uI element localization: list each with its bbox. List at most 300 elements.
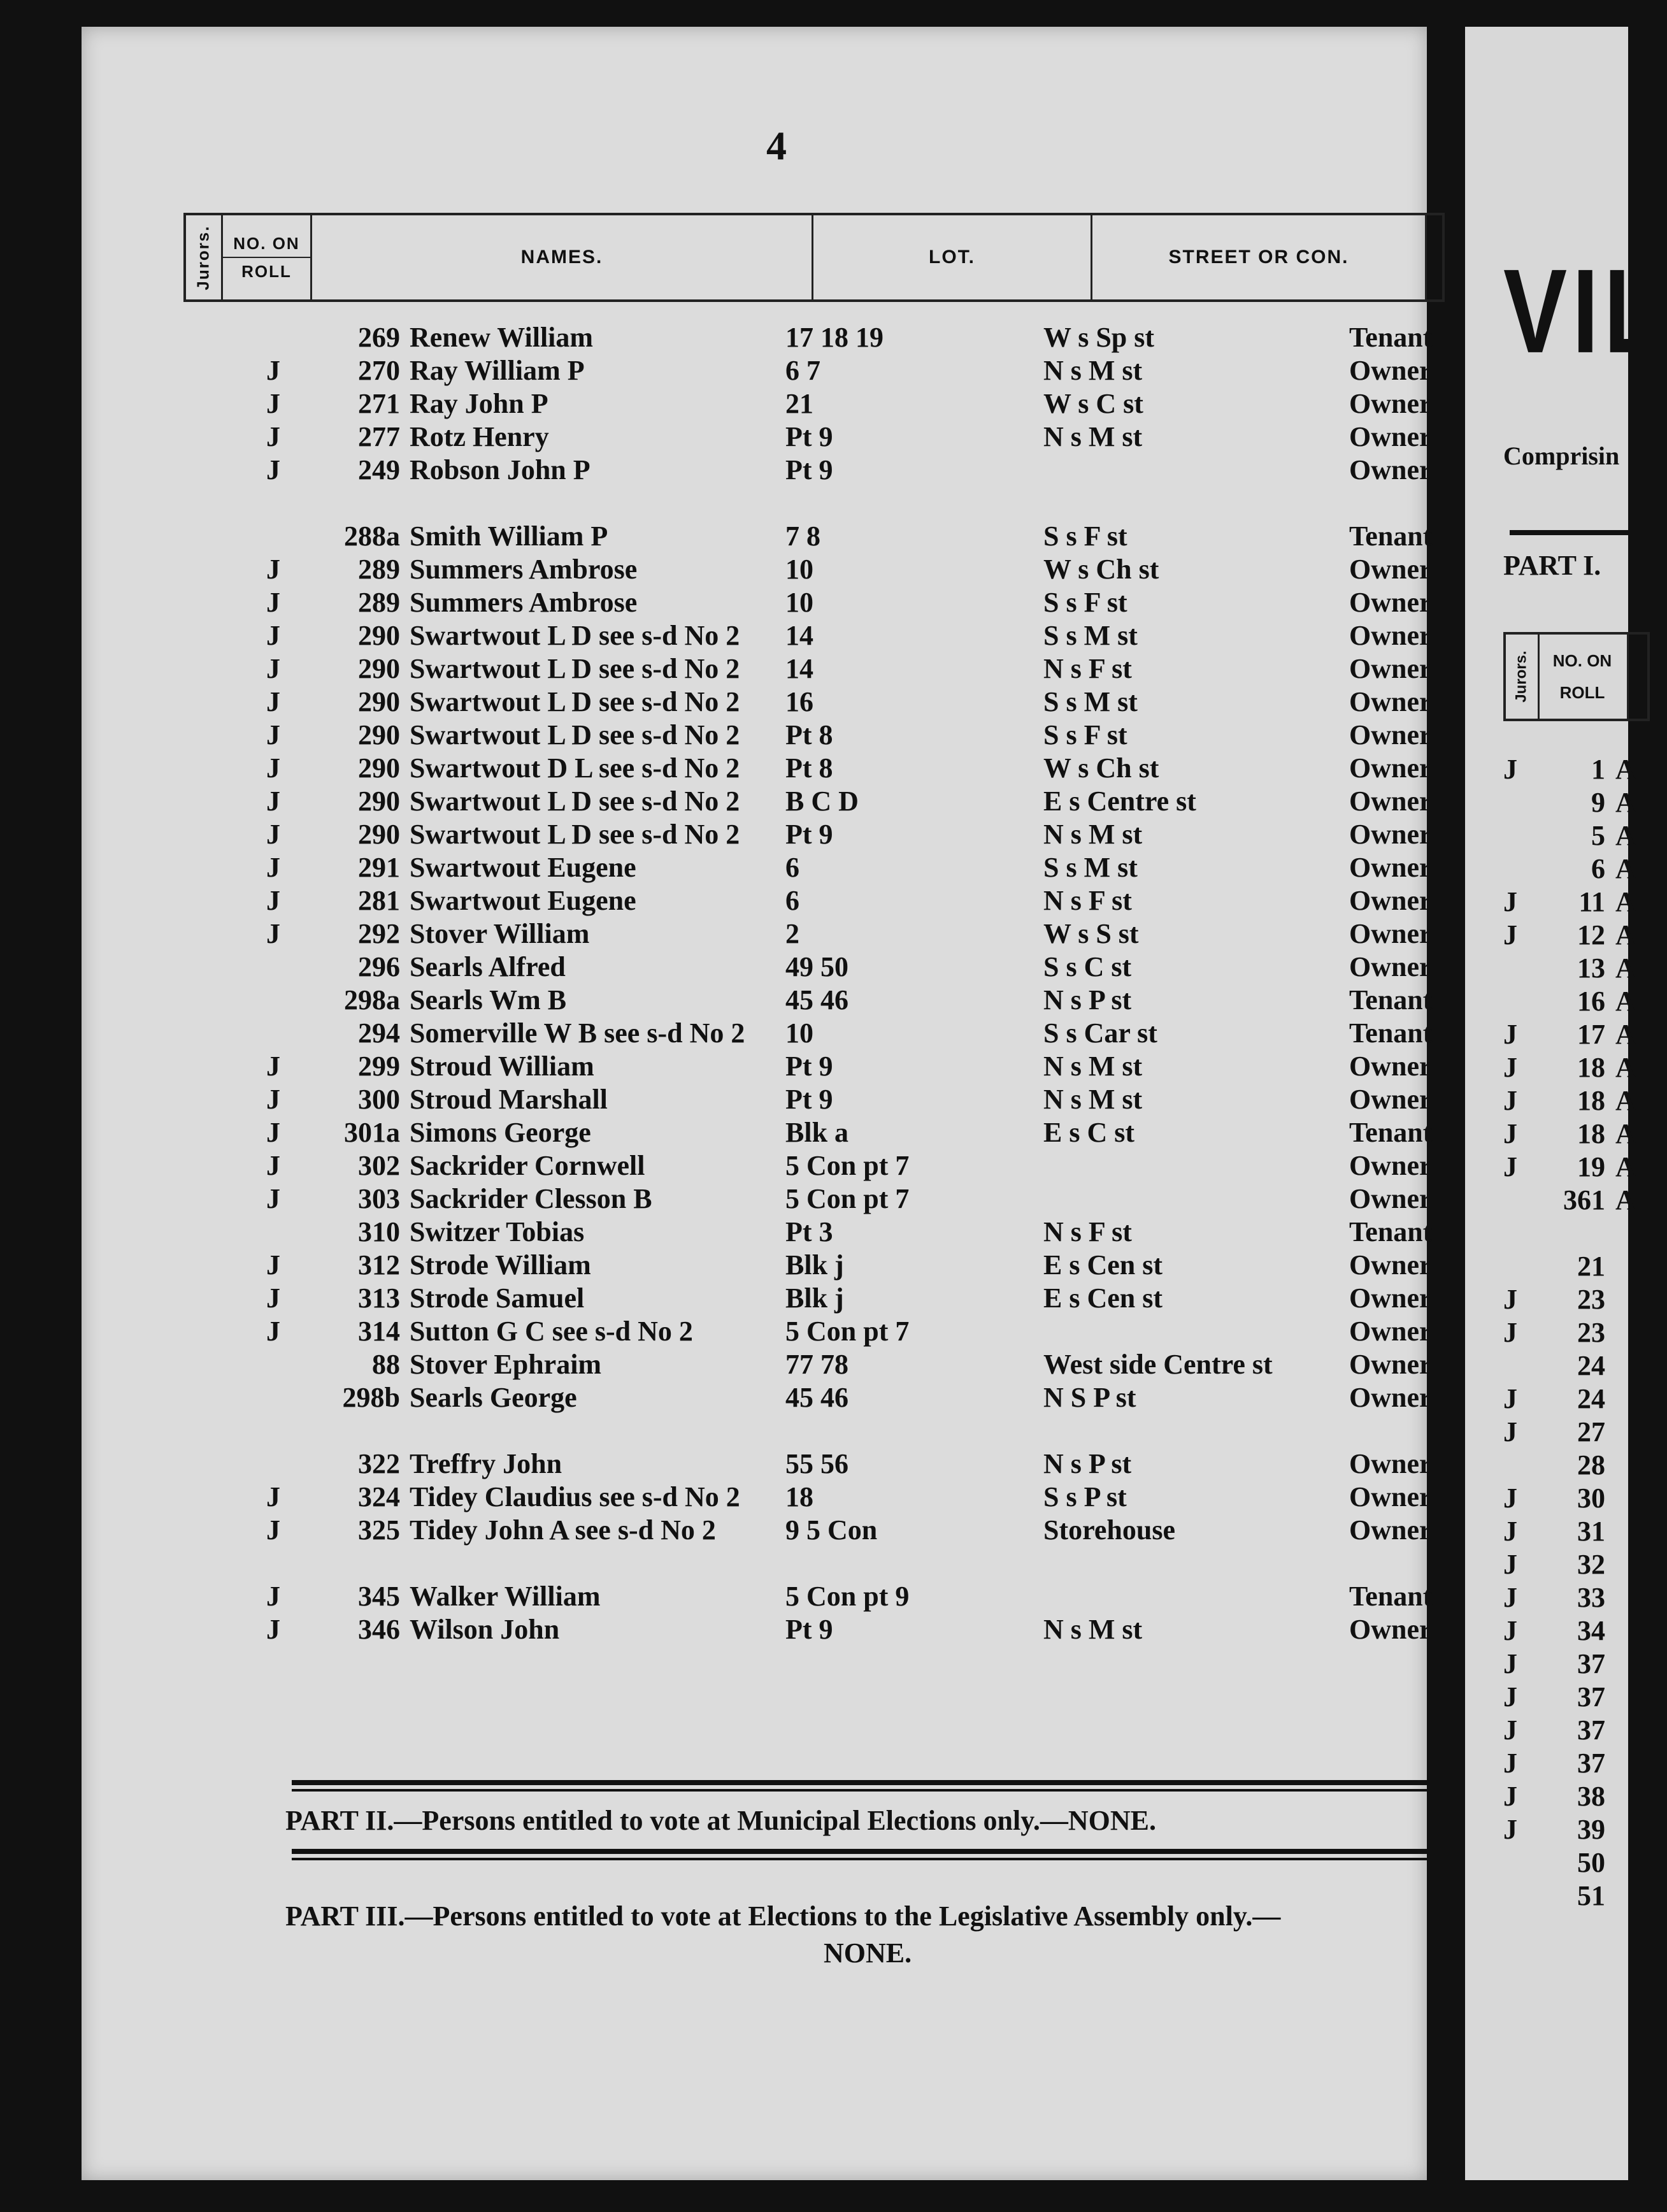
lot-value: 6 [785,885,799,916]
roll-number: 298b [342,1382,400,1413]
juror-mark: J [1503,1549,1517,1580]
roll-number: 291 [358,852,400,883]
name-fragment: A [1615,1184,1636,1216]
status-value: Owner [1349,1282,1432,1314]
name-fragment: A [1615,886,1636,917]
voter-name: Ray William P [410,355,585,386]
status-value: Owner [1349,719,1432,750]
roll-number: 18 [1577,1085,1605,1116]
street-value: W s C st [1043,388,1143,419]
lot-value: 45 46 [785,1382,848,1413]
juror-mark: J [266,1249,280,1281]
street-value: N S P st [1043,1382,1136,1413]
right-table-header [1503,632,1650,721]
lot-value: 2 [785,918,799,949]
juror-mark: J [1503,754,1517,785]
roll-number: 30 [1577,1483,1605,1514]
right-table-row [1503,1117,1636,1151]
juror-mark: J [266,885,280,916]
juror-mark: J [1503,1383,1517,1414]
voter-name: Swartwout L D see s-d No 2 [410,786,740,817]
table-row [183,652,1445,686]
lot-value: 5 Con pt 7 [785,1183,910,1214]
right-table-row [1503,985,1636,1018]
roll-number: 271 [358,388,400,419]
voter-list [183,321,1445,1646]
roll-number: 27 [1577,1416,1605,1447]
roll-number: 322 [358,1448,400,1479]
right-table-row [1503,952,1636,985]
roll-number: 325 [358,1514,400,1546]
right-table-row [1503,1879,1631,1913]
lot-value: Pt 9 [785,1051,833,1082]
comprising-text: Comprisin [1503,442,1620,470]
right-table-row [1503,1780,1631,1813]
lot-value: B C D [785,786,859,817]
table-row [183,387,1445,420]
roll-number: 19 [1577,1151,1605,1182]
lot-value: 5 Con pt 7 [785,1150,910,1181]
street-value: S s M st [1043,686,1138,717]
status-value: Owner [1349,951,1432,982]
juror-mark: J [266,852,280,883]
juror-mark: J [266,388,280,419]
name-fragment: A [1615,1151,1636,1182]
roll-number: 24 [1577,1350,1605,1381]
roll-number: 303 [358,1183,400,1214]
right-table-row [1503,1283,1631,1316]
right-table-row [1503,1217,1631,1250]
voter-name: Swartwout L D see s-d No 2 [410,719,740,750]
row-spacer [183,1414,1445,1447]
street-value: S s M st [1043,852,1138,883]
divider [1510,530,1637,535]
voter-name: Strode William [410,1249,591,1281]
street-value: S s F st [1043,719,1127,750]
lot-value: 17 18 19 [785,322,884,353]
voter-name: Smith William P [410,521,608,552]
roll-number: 290 [358,719,400,750]
name-fragment: A [1615,986,1636,1017]
right-table-row [1503,852,1636,886]
table-row [183,454,1445,487]
roll-number: 290 [358,620,400,651]
roll-number: 38 [1577,1781,1605,1812]
status-value: Owner [1349,852,1432,883]
part-three: PART III.—Persons entitled to vote at Elections to the Legislative Assembly only.— [285,1900,1281,1932]
juror-mark: J [1503,1317,1517,1348]
voter-name: Walker William [410,1581,601,1612]
table-row [183,1017,1445,1050]
juror-mark: J [1503,1681,1517,1713]
lot-value: 6 [785,852,799,883]
table-row [183,984,1445,1017]
street-value: N s M st [1043,421,1143,452]
juror-mark: J [266,1481,280,1512]
roll-number: 289 [358,587,400,618]
lot-value: 10 [785,554,813,585]
juror-mark: J [1503,1714,1517,1746]
status-value: Owner [1349,1150,1432,1181]
roll-number: 281 [358,885,400,916]
status-value: Owner [1349,819,1432,850]
roll-number: 18 [1577,1118,1605,1149]
header-lot: LOT. [813,215,1092,299]
juror-mark: J [266,1150,280,1181]
street-value: W s Ch st [1043,752,1159,784]
status-value: Owner [1349,454,1432,485]
juror-mark: J [1503,1516,1517,1547]
name-fragment: A [1615,1019,1636,1050]
roll-number: 5 [1591,820,1605,851]
street-value: N s M st [1043,819,1143,850]
status-value: Owner [1349,388,1432,419]
name-fragment: A [1615,754,1636,785]
street-value: S s Car st [1043,1017,1157,1049]
roll-number: 13 [1577,952,1605,984]
juror-mark: J [1503,1118,1517,1149]
juror-mark: J [1503,1019,1517,1050]
page-number: 4 [766,123,787,168]
table-row [183,1249,1445,1282]
part-two: PART II.—Persons entitled to vote at Municipal Elections only.—NONE. [285,1805,1156,1836]
table-row [183,719,1445,752]
juror-mark: J [266,587,280,618]
right-page [1465,27,1667,2180]
lot-value: 14 [785,620,813,651]
roll-number: 37 [1577,1714,1605,1746]
roll-number: 324 [358,1481,400,1512]
roll-number: 300 [358,1084,400,1115]
right-table-row [1503,1184,1636,1217]
row-spacer [183,1547,1445,1580]
header-street: STREET OR CON. [1092,215,1427,299]
roll-number: 51 [1577,1880,1605,1911]
lot-value: Blk j [785,1249,844,1281]
status-value: Tenant [1349,1216,1433,1247]
juror-mark: J [266,1051,280,1082]
voter-name: Swartwout L D see s-d No 2 [410,653,740,684]
street-value: E s Cen st [1043,1249,1163,1281]
roll-number: 269 [358,322,400,353]
right-table-row [1503,1051,1636,1084]
status-value: Owner [1349,1183,1432,1214]
juror-mark: J [1503,1814,1517,1845]
roll-number: 302 [358,1150,400,1181]
lot-value: 49 50 [785,951,848,982]
voter-name: Swartwout L D see s-d No 2 [410,620,740,651]
table-row [183,553,1445,586]
table-row [183,1348,1445,1381]
roll-number: 249 [358,454,400,485]
juror-mark: J [1503,1748,1517,1779]
right-table-row [1503,1316,1631,1349]
lot-value: 5 Con pt 9 [785,1581,910,1612]
roll-number: 292 [358,918,400,949]
roll-number: 294 [358,1017,400,1049]
street-value: W s S st [1043,918,1139,949]
name-fragment: A [1615,820,1636,851]
part-one: PART I. [1503,550,1601,581]
name-fragment: A [1615,1085,1636,1116]
header-names: NAMES. [312,215,813,299]
table-row [183,818,1445,851]
juror-mark: J [1503,1284,1517,1315]
roll-number: 23 [1577,1317,1605,1348]
table-row [183,752,1445,785]
roll-number: 11 [1578,886,1605,917]
street-value: N s F st [1043,653,1132,684]
juror-mark: J [1503,1416,1517,1447]
voter-name: Summers Ambrose [410,587,638,618]
row-spacer [183,487,1445,520]
right-table-row [1503,1482,1631,1515]
name-fragment: A [1615,952,1636,984]
juror-mark: J [1503,1648,1517,1679]
lot-value: 6 7 [785,355,820,386]
lot-value: 16 [785,686,813,717]
voter-name: Stover Ephraim [410,1349,602,1380]
roll-number: 290 [358,653,400,684]
table-row [183,1381,1445,1414]
lot-value: Pt 9 [785,819,833,850]
roll-number: 34 [1577,1615,1605,1646]
roll-number: 37 [1577,1681,1605,1713]
status-value: Owner [1349,1481,1432,1512]
voter-name: Renew William [410,322,594,353]
right-table-row [1503,1581,1631,1614]
voter-name: Simons George [410,1117,591,1148]
roll-number: 314 [358,1316,400,1347]
roll-number: 28 [1577,1449,1605,1481]
status-value: Owner [1349,1084,1432,1115]
voter-name: Stroud Marshall [410,1084,608,1115]
voter-name: Ray John P [410,388,548,419]
juror-mark: J [266,355,280,386]
street-value: N s P st [1043,1448,1132,1479]
right-table-row [1503,1416,1631,1449]
table-row [183,1514,1445,1547]
lot-value: Pt 9 [785,454,833,485]
roll-number: 290 [358,686,400,717]
juror-mark: J [266,554,280,585]
name-fragment: A [1615,1052,1636,1083]
header-jurors: Jurors. [186,215,223,299]
right-table-row [1503,1084,1636,1117]
street-value: E s Cen st [1043,1282,1163,1314]
voter-name: Tidey Claudius see s-d No 2 [410,1481,740,1512]
roll-number: 6 [1591,853,1605,884]
roll-number: 289 [358,554,400,585]
name-fragment: A [1615,853,1636,884]
lot-value: 14 [785,653,813,684]
status-value: Owner [1349,786,1432,817]
divider [292,1789,1470,1792]
voter-name: Swartwout L D see s-d No 2 [410,686,740,717]
voter-name: Treffry John [410,1448,562,1479]
roll-number: 12 [1577,919,1605,951]
status-value: Owner [1349,1051,1432,1082]
right-table-row [1503,1515,1631,1548]
juror-mark: J [266,454,280,485]
street-value: W s Sp st [1043,322,1155,353]
juror-mark: J [266,752,280,784]
right-table-row [1503,1614,1631,1648]
voter-name: Tidey John A see s-d No 2 [410,1514,716,1546]
right-table-row [1503,786,1636,819]
table-row [183,1282,1445,1315]
roll-number: 270 [358,355,400,386]
status-value: Owner [1349,1316,1432,1347]
roll-number: 88 [372,1349,400,1380]
status-value: Tenant [1349,984,1433,1016]
status-value: Tenant [1349,1581,1433,1612]
name-fragment: A [1615,919,1636,951]
juror-mark: J [266,1084,280,1115]
roll-number: 9 [1591,787,1605,818]
status-value: Owner [1349,1514,1432,1546]
roll-number: 1 [1591,754,1605,785]
right-table-row [1503,1714,1631,1747]
voter-name: Wilson John [410,1614,560,1645]
right-table-row [1503,1846,1631,1879]
status-value: Owner [1349,620,1432,651]
table-row [183,1216,1445,1249]
status-value: Owner [1349,918,1432,949]
street-value: S s P st [1043,1481,1127,1512]
voter-name: Sackrider Clesson B [410,1183,652,1214]
roll-number: 32 [1577,1549,1605,1580]
juror-mark: J [266,1183,280,1214]
status-value: Owner [1349,653,1432,684]
part-three-none: NONE. [824,1937,912,1969]
juror-mark: J [1503,1151,1517,1182]
street-value: Storehouse [1043,1514,1175,1546]
voter-name: Switzer Tobias [410,1216,585,1247]
voter-name: Swartwout Eugene [410,852,636,883]
street-value: S s F st [1043,521,1127,552]
street-value: W s Ch st [1043,554,1159,585]
table-header [183,213,1445,302]
voter-name: Sutton G C see s-d No 2 [410,1316,693,1347]
juror-mark: J [266,686,280,717]
roll-number: 298a [344,984,400,1016]
status-value: Owner [1349,1382,1432,1413]
lot-value: 55 56 [785,1448,848,1479]
table-row [183,884,1445,917]
juror-mark: J [1503,1483,1517,1514]
table-row [183,1083,1445,1116]
status-value: Tenant [1349,1017,1433,1049]
juror-mark: J [266,1581,280,1612]
table-row [183,1613,1445,1646]
right-table-row [1503,1250,1631,1283]
roll-number: 346 [358,1614,400,1645]
name-fragment: A [1615,787,1636,818]
voter-name: Searls George [410,1382,577,1413]
juror-mark: J [266,786,280,817]
status-value: Owner [1349,885,1432,916]
lot-value: Pt 9 [785,1084,833,1115]
right-table-row [1503,886,1636,919]
table-row [183,420,1445,454]
juror-mark: J [266,653,280,684]
right-table-row [1503,1681,1631,1714]
lot-value: Blk a [785,1117,849,1148]
juror-mark: J [266,1316,280,1347]
street-value: S s C st [1043,951,1132,982]
lot-value: Blk j [785,1282,844,1314]
header-roll: NO. ON ROLL [223,215,312,299]
street-value: N s M st [1043,1051,1143,1082]
right-table-row [1503,753,1636,786]
street-value: S s F st [1043,587,1127,618]
right-table-row [1503,1349,1631,1382]
roll-number: 37 [1577,1648,1605,1679]
lot-value: Pt 8 [785,752,833,784]
lot-value: 7 8 [785,521,820,552]
roll-number: 24 [1577,1383,1605,1414]
juror-mark: J [266,1514,280,1546]
left-page [82,27,1433,2180]
roll-number: 16 [1577,986,1605,1017]
status-value: Owner [1349,1614,1432,1645]
table-row [183,686,1445,719]
table-row [183,321,1445,354]
roll-number: 290 [358,819,400,850]
table-row [183,619,1445,652]
village-title: VIL [1503,243,1667,378]
roll-number: 301a [344,1117,400,1148]
voter-name: Rotz Henry [410,421,549,452]
roll-number: 288a [344,521,400,552]
table-row [183,1050,1445,1083]
table-row [183,1116,1445,1149]
right-table-row [1503,1018,1636,1051]
juror-mark: J [1503,1052,1517,1083]
right-table-row [1503,1747,1631,1780]
juror-mark: J [266,819,280,850]
status-value: Owner [1349,686,1432,717]
juror-mark: J [1503,1085,1517,1116]
street-value: N s P st [1043,984,1132,1016]
right-table-row [1503,819,1636,852]
status-value: Owner [1349,587,1432,618]
juror-mark: J [1503,1582,1517,1613]
table-row [183,951,1445,984]
table-row [183,917,1445,951]
juror-mark: J [1503,919,1517,951]
juror-mark: J [266,620,280,651]
roll-number: 18 [1577,1052,1605,1083]
street-value: E s C st [1043,1117,1135,1148]
table-row [183,1481,1445,1514]
lot-value: 21 [785,388,813,419]
voter-name: Robson John P [410,454,590,485]
lot-value: Pt 9 [785,421,833,452]
street-value: N s M st [1043,1614,1143,1645]
right-table-row [1503,1382,1631,1416]
juror-mark: J [266,719,280,750]
right-table-row [1503,1449,1631,1482]
roll-number: 31 [1577,1516,1605,1547]
roll-number: 345 [358,1581,400,1612]
street-value: E s Centre st [1043,786,1196,817]
table-row [183,785,1445,818]
lot-value: 10 [785,1017,813,1049]
lot-value: 77 78 [785,1349,848,1380]
juror-mark: J [266,421,280,452]
